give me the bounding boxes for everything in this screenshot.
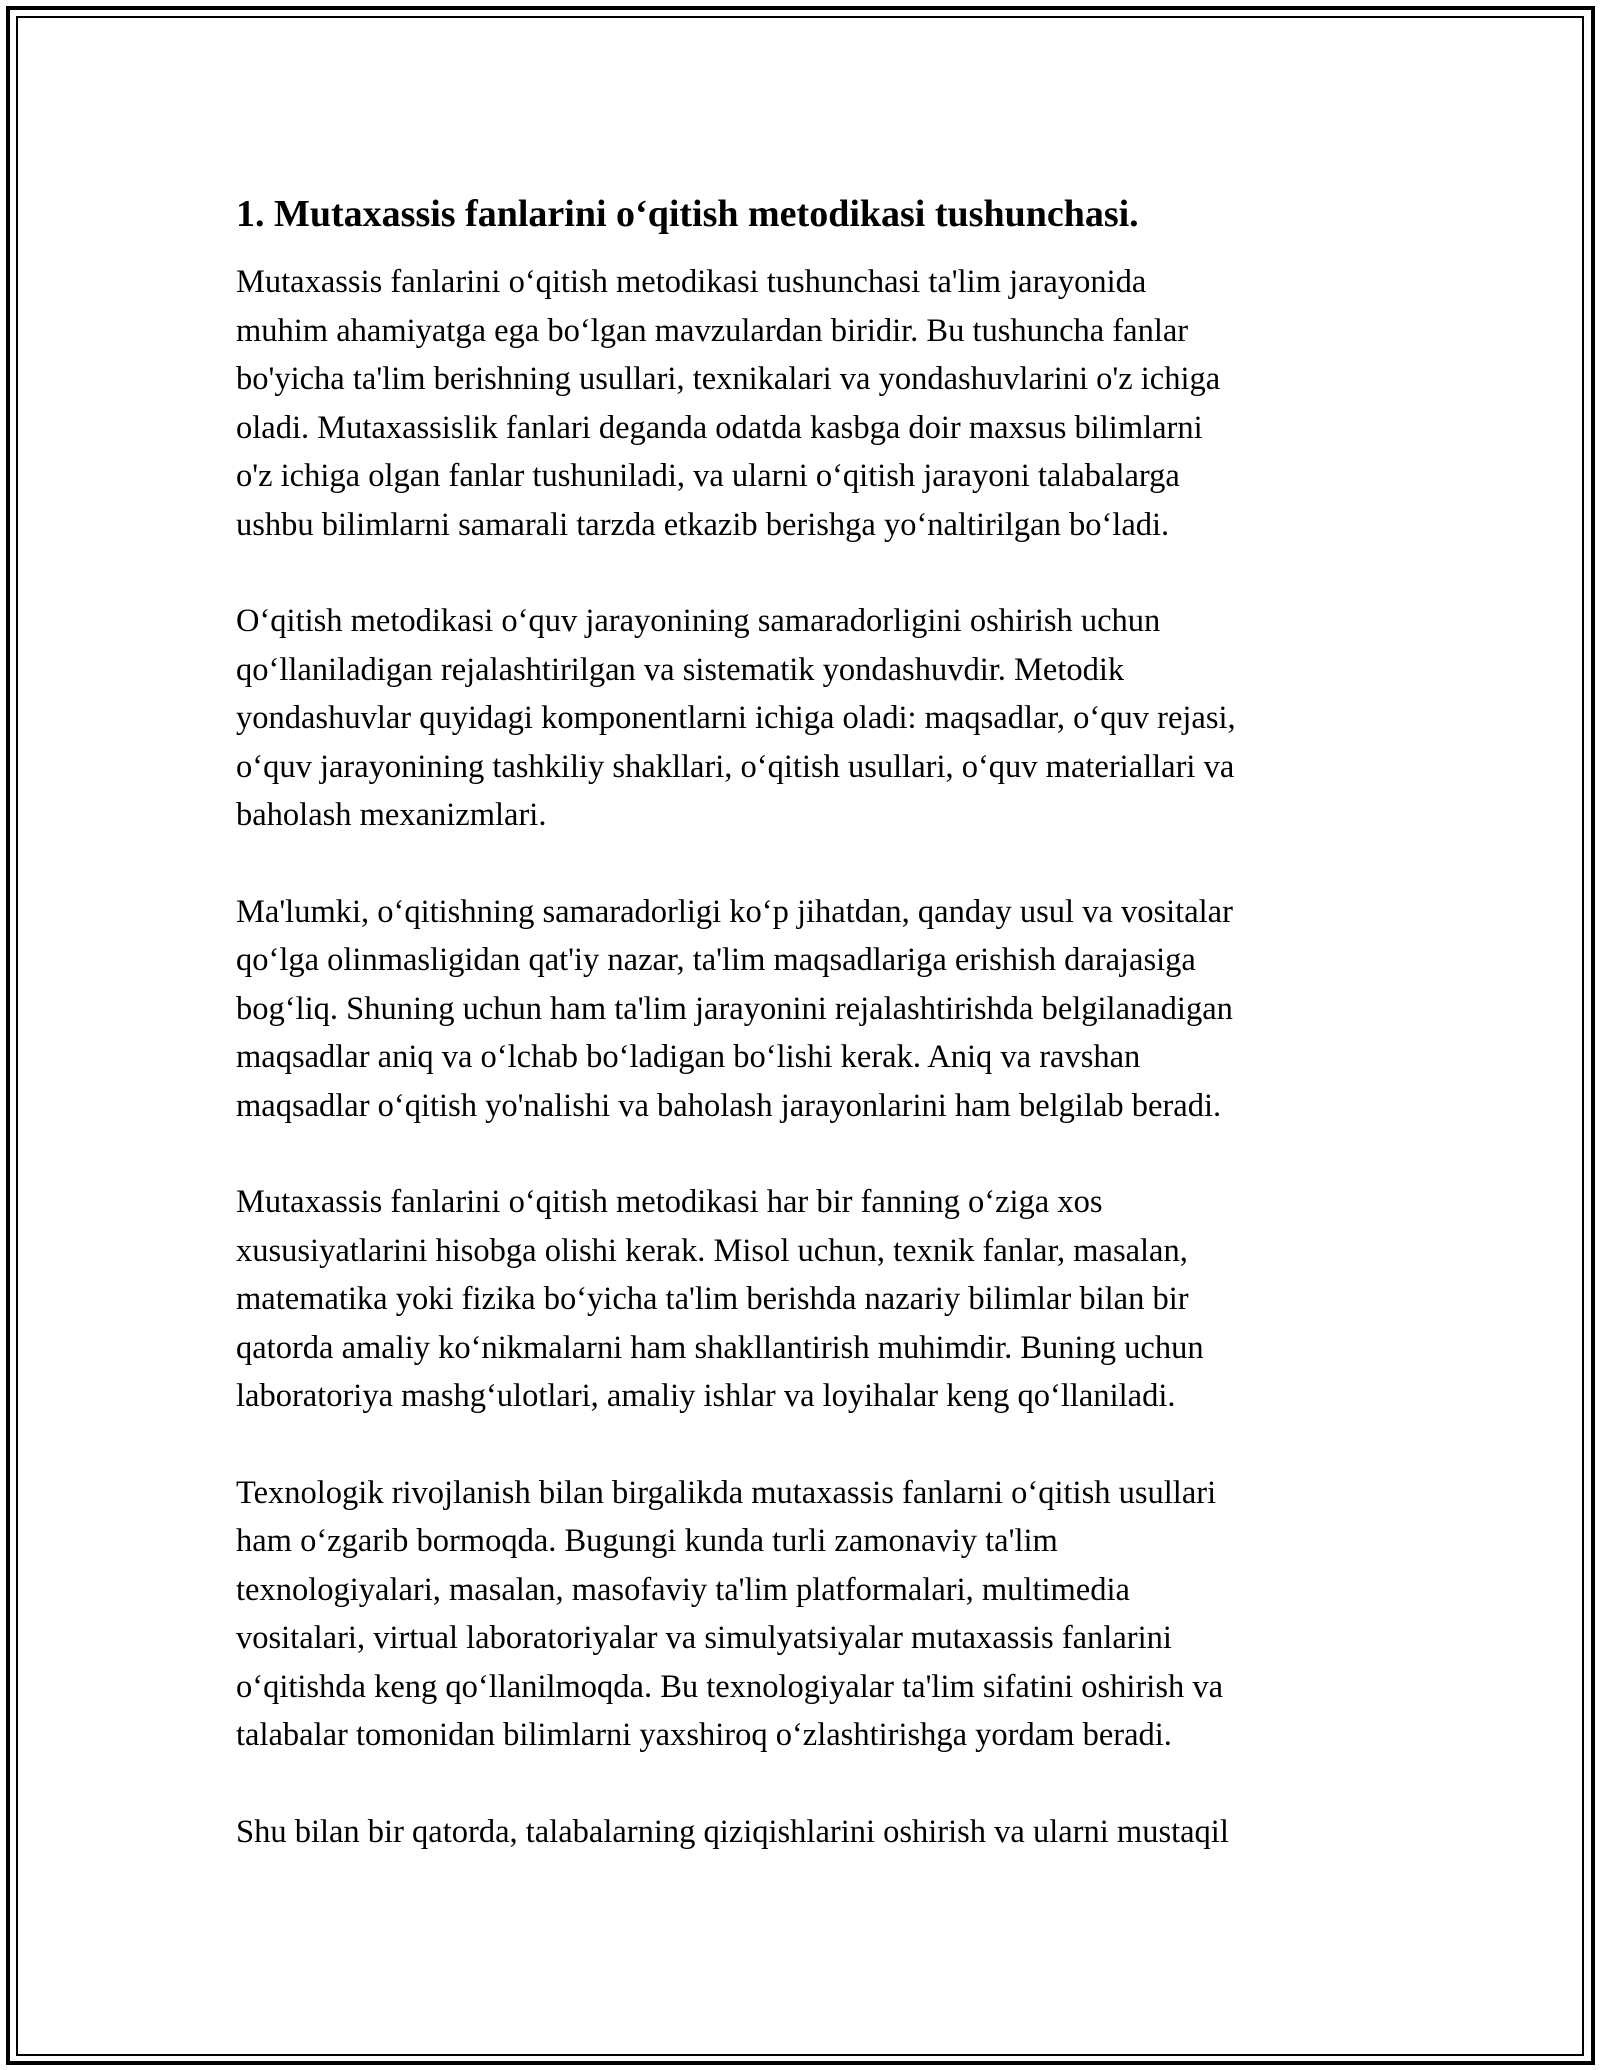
section-heading: 1. Mutaxassis fanlarini o‘qitish metodikasi tushunchasi. xyxy=(236,193,1139,235)
paragraph-line: qo‘lga olinmasligidan qat'iy nazar, ta'lim maqsadlariga erishish darajasiga xyxy=(236,942,1196,978)
paragraph-line: maqsadlar aniq va o‘lchab bo‘ladigan bo‘lishi kerak. Aniq va ravshan xyxy=(236,1039,1141,1075)
paragraph-line: o‘qitishda keng qo‘llanilmoqda. Bu texnologiyalar ta'lim sifatini oshirish va xyxy=(236,1668,1224,1705)
paragraph-line: oladi. Mutaxassislik fanlari deganda odatda kasbga doir maxsus bilimlarni xyxy=(236,409,1203,446)
paragraph-line: qatorda amaliy ko‘nikmalarni ham shakllantirish muhimdir. Buning uchun xyxy=(236,1329,1204,1366)
paragraph xyxy=(236,1808,1400,1857)
paragraph-line: O‘qitish metodikasi o‘quv jarayonining samaradorligini oshirish uchun xyxy=(236,603,1161,639)
paragraph-line: xususiyatlarini hisobga olishi kerak. Misol uchun, texnik fanlar, masalan, xyxy=(236,1232,1188,1269)
paragraph-line: Shu bilan bir qatorda, talabalarning qiziqishlarini oshirish va ularni mustaqil xyxy=(236,1813,1229,1850)
paragraph-line: muhim ahamiyatga ega bo‘lgan mavzulardan biridir. Bu tushuncha fanlar xyxy=(236,312,1189,349)
paragraph-line: Texnologik rivojlanish bilan birgalikda mutaxassis fanlarni o‘qitish usullari xyxy=(236,1474,1217,1511)
paragraph xyxy=(236,1178,1400,1421)
paragraph-line: bog‘liq. Shuning uchun ham ta'lim jarayonini rejalashtirishda belgilanadigan xyxy=(236,990,1233,1027)
paragraph-line: Ma'lumki, o‘qitishning samaradorligi ko‘p jihatdan, qanday usul va vositalar xyxy=(236,893,1233,930)
paragraph-line: ham o‘zgarib bormoqda. Bugungi kunda turli zamonaviy ta'lim xyxy=(236,1523,1058,1559)
paragraph xyxy=(236,888,1400,1131)
paragraph-line: matematika yoki fizika bo‘yicha ta'lim berishda nazariy bilimlar bilan bir xyxy=(236,1281,1189,1317)
paragraph-line: baholash mexanizmlari. xyxy=(236,797,547,833)
paragraph-list xyxy=(236,258,1400,1856)
paragraph-line: ushbu bilimlarni samarali tarzda etkazib berishga yo‘naltirilgan bo‘ladi. xyxy=(236,506,1170,543)
paragraph-line: bo'yicha ta'lim berishning usullari, texnikalari va yondashuvlarini o'z ichiga xyxy=(236,361,1221,397)
paragraph-line: qo‘llaniladigan rejalashtirilgan va sistematik yondashuvdir. Metodik xyxy=(236,651,1125,688)
paragraph-line: talabalar tomonidan bilimlarni yaxshiroq o‘zlashtirishga yordam beradi. xyxy=(236,1717,1172,1753)
paragraph-line: o'z ichiga olgan fanlar tushuniladi, va ularni o‘qitish jarayoni talabalarga xyxy=(236,458,1180,494)
paragraph-line: yondashuvlar quyidagi komponentlarni ichiga oladi: maqsadlar, o‘quv rejasi, xyxy=(236,700,1236,736)
paragraph-line: Mutaxassis fanlarini o‘qitish metodikasi har bir fanning o‘ziga xos xyxy=(236,1184,1103,1220)
paragraph-line: laboratoriya mashg‘ulotlari, amaliy ishlar va loyihalar keng qo‘llaniladi. xyxy=(236,1378,1176,1414)
paragraph-line: vositalari, virtual laboratoriyalar va simulyatsiyalar mutaxassis fanlarini xyxy=(236,1620,1172,1656)
paragraph-line: Mutaxassis fanlarini o‘qitish metodikasi tushunchasi ta'lim jarayonida xyxy=(236,264,1147,300)
paragraph xyxy=(236,1469,1400,1760)
paragraph-line: maqsadlar o‘qitish yo'nalishi va baholash jarayonlarini ham belgilab beradi. xyxy=(236,1087,1222,1124)
paragraph-line: o‘quv jarayonining tashkiliy shakllari, o‘qitish usullari, o‘quv materiallari va xyxy=(236,748,1235,785)
paragraph-line: texnologiyalari, masalan, masofaviy ta'lim platformalari, multimedia xyxy=(236,1571,1130,1608)
paragraph xyxy=(236,258,1400,549)
paragraph xyxy=(236,597,1400,840)
document-body xyxy=(236,190,1400,1904)
